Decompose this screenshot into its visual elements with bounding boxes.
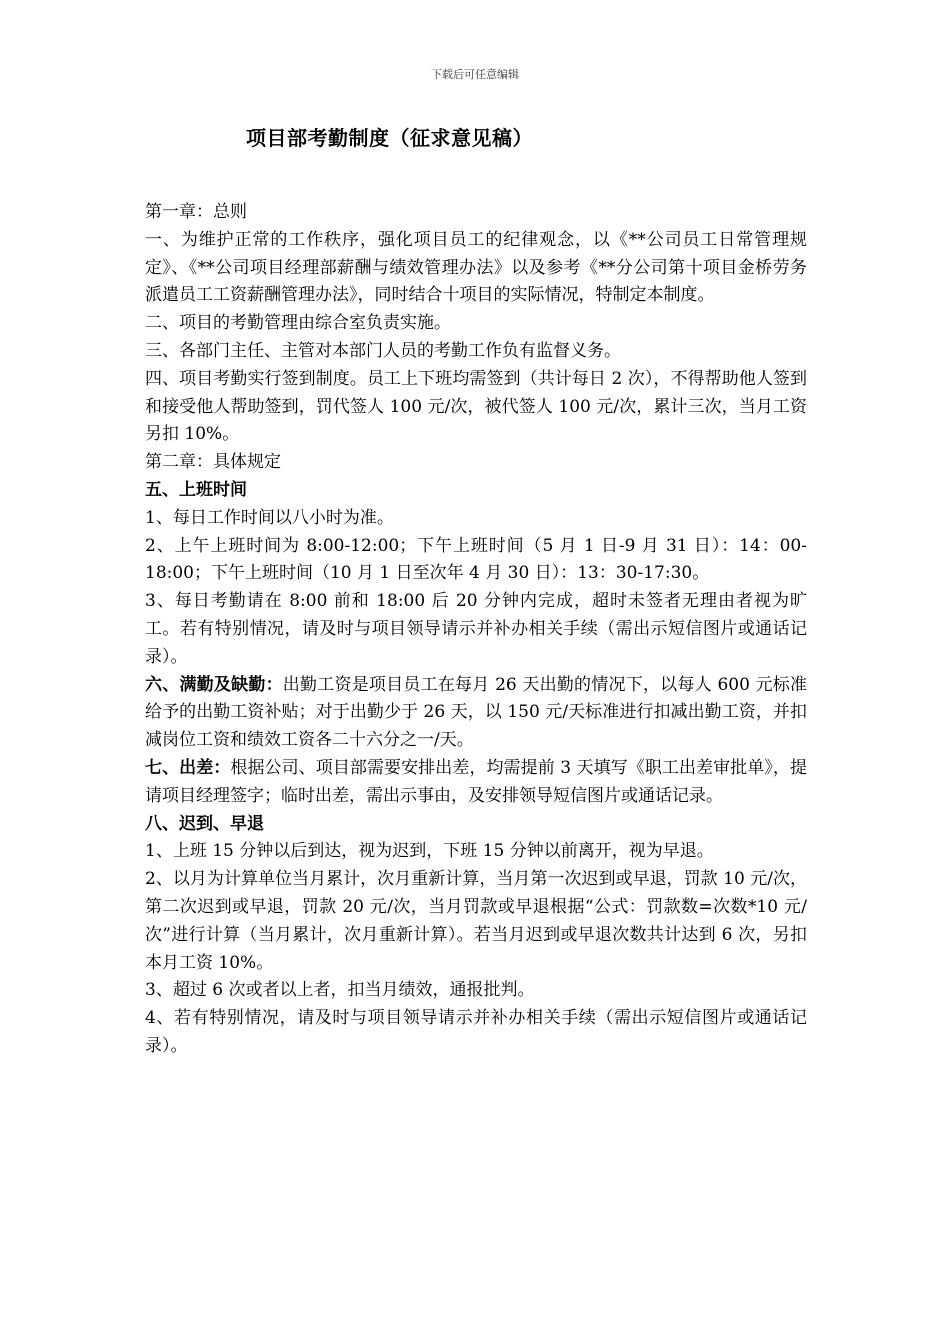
paragraph-business-trip [145,755,807,811]
paragraph-late-fines: 2、以月为计算单位当月累计，次月重新计算，当月第一次迟到或早退，罚款 10 元/次，第二次迟到或早退，罚款 20 元/次，当月罚款或早退根据“公式：罚款数=次数*10 元/次”进行计算（当月累计，次月重新计算）。若当月迟到或早退次数共计达到 6 次，另扣本月工资 10%。 [145,869,807,973]
section-text-business-trip: 根据公司、项目部需要安排出差，均需提前 3 天填写《职工出差审批单》，提请项目经理签字；临时出差，需出示事由，及安排领导短信图片或通话记录。 [145,757,808,806]
chapter-heading-rules: 第二章：具体规定 [145,452,281,473]
paragraph-eight-hours: 1、每日工作时间以八小时为准。 [145,507,394,528]
section-lead-full-attendance: 六、满勤及缺勤： [145,674,283,695]
paragraph-late-definition: 1、上班 15 分钟以后到达，视为迟到，下班 15 分钟以前离开，视为早退。 [145,841,714,862]
paragraph-full-attendance [145,672,807,755]
document-title: 项目部考勤制度（征求意见稿） [246,126,533,150]
section-heading-late-early: 八、迟到、早退 [145,813,264,834]
paragraph-schedule: 2、上午上班时间为 8:00-12:00；下午上班时间（5 月 1 日-9 月 31 日）：14：00-18:00；下午上班时间（10 月 1 日至次年 4 月 30 日）：13：30-17:30。 [145,535,807,584]
header-note: 下载后可任意编辑 [431,68,519,81]
paragraph-sign-in: 四、项目考勤实行签到制度。员工上下班均需签到（共计每日 2 次），不得帮助他人签到和接受他人帮助签到，罚代签人 100 元/次，被代签人 100 元/次，累计三次，当月工资另扣 10%。 [145,368,807,445]
paragraph-special-cases: 4、若有特别情况，请及时与项目领导请示并补办相关手续（需出示短信图片或通话记录）。 [145,1008,807,1056]
section-lead-business-trip: 七、出差： [145,757,231,778]
paragraph-over-six: 3、超过 6 次或者以上者，扣当月绩效，通报批判。 [145,980,535,1001]
document-body [145,199,807,1061]
chapter-heading-general: 第一章：总则 [145,202,247,222]
paragraph-purpose: 一、为维护正常的工作秩序，强化项目员工的纪律观念，以《**公司员工日常管理规定》、《**公司项目经理部薪酬与绩效管理办法》以及参考《**分公司第十项目金桥劳务派遣员工工资薪酬管理办法》，同时结合十项目的实际情况，特制定本制度。 [145,229,807,306]
paragraph-supervision: 三、各部门主任、主管对本部门人员的考勤工作负有监督义务。 [145,340,621,361]
section-heading-work-hours: 五、上班时间 [145,479,247,500]
paragraph-management: 二、项目的考勤管理由综合室负责实施。 [145,313,451,334]
paragraph-daily-attendance: 3、每日考勤请在 8:00 前和 18:00 后 20 分钟内完成，超时未签者无理由者视为旷工。若有特别情况，请及时与项目领导请示并补办相关手续（需出示短信图片或通话记录）。 [145,591,807,667]
section-text-full-attendance: 出勤工资是项目员工在每月 26 天出勤的情况下，以每人 600 元标准给予的出勤工资补贴；对于出勤少于 26 天，以 150 元/天标准进行扣减出勤工资，并扣减岗位工资和绩效工资各二十六分之一/天。 [145,674,807,751]
